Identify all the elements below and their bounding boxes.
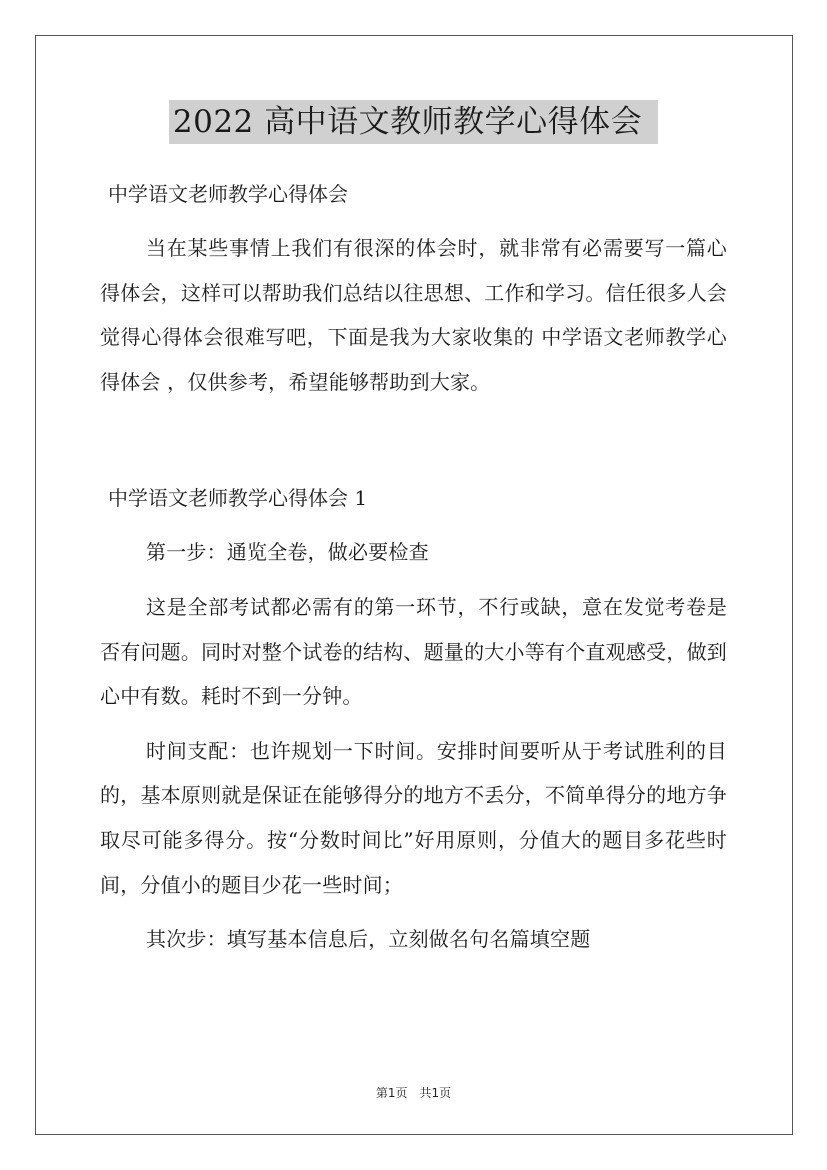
section-heading: 中学语文老师教学心得体会 1 <box>108 486 368 511</box>
step-two-heading: 其次步：填写基本信息后，立刻做名句名篇填空题 <box>146 927 591 952</box>
intro-paragraph: 当在某些事情上我们有很深的体会时，就非常有必需要写一篇心得体会，这样可以帮助我们总结以往思想、工作和学习。信任很多人会觉得心得体会很难写吧，下面是我为大家收集的 中学语文老师教学心得体会 ，仅供参考，希望能够帮助到大家。 <box>100 236 727 394</box>
intro-heading: 中学语文老师教学心得体会 <box>108 182 348 206</box>
paragraph-exam-check: 这是全部考试都必需有的第一环节，不行或缺，意在发觉考卷是否有问题。同时对整个试卷的结构、题量的大小等有个直观感受，做到心中有数。耗时不到一分钟。 <box>100 594 727 709</box>
paragraph-time-plan: 时间支配：也许规划一下时间。安排时间要听从于考试胜利的目的，基本原则就是保证在能够得分的地方不丢分，不简单得分的地方争取尽可能多得分。按“分数时间比”好用原则，分值大的题目多花些时间，分值小的题目少花一些时间； <box>100 738 727 897</box>
page-number: 第1页 共1页 <box>375 1086 452 1100</box>
step-one-heading: 第一步：通览全卷，做必要检查 <box>146 540 429 565</box>
document-title: 2022 高中语文教师教学心得体会 <box>169 100 658 144</box>
title-container <box>0 100 827 144</box>
document-body <box>100 172 727 962</box>
